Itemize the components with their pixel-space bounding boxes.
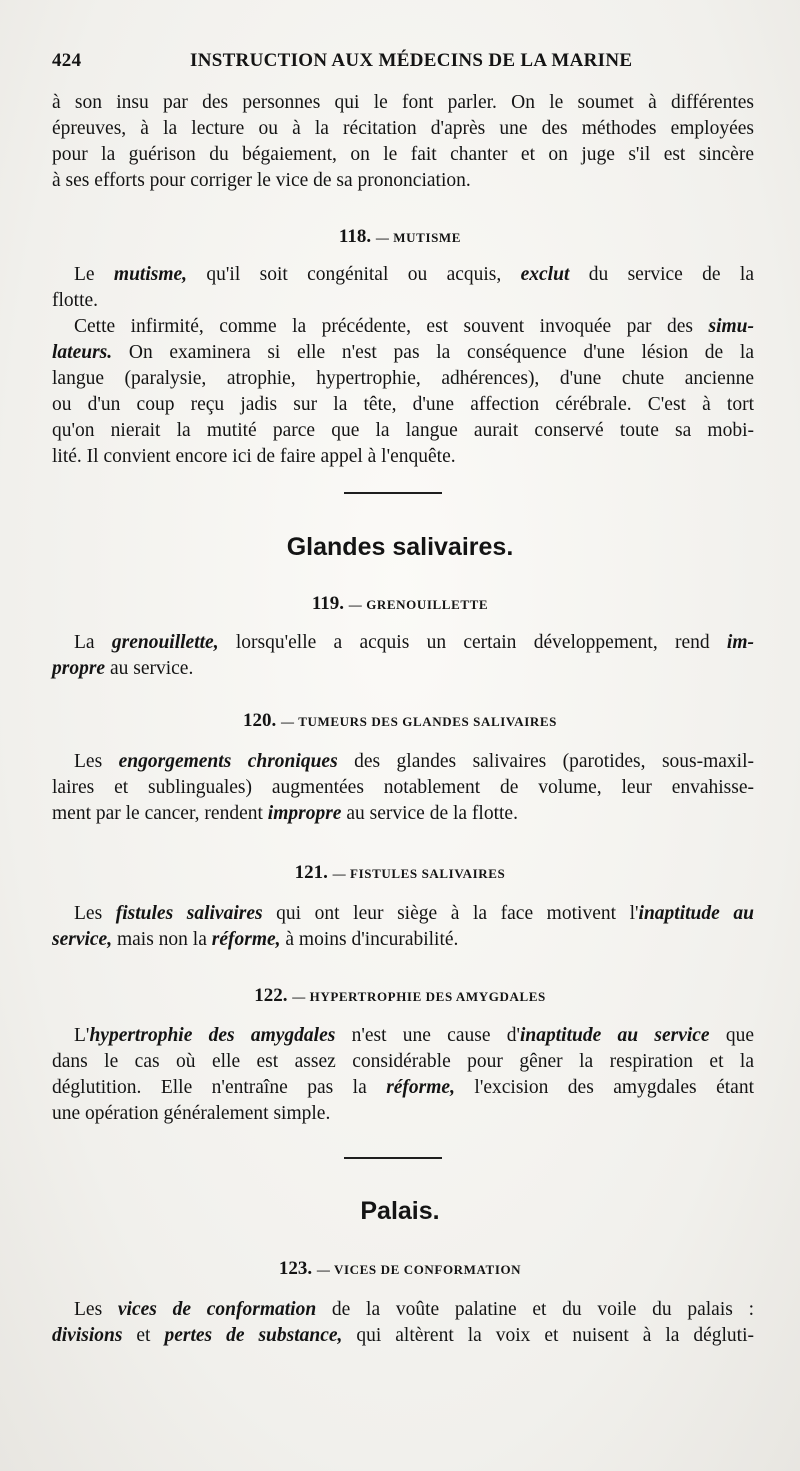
text-line: à son insu par des personnes qui le font parler. On le soumet à différentes — [52, 92, 754, 113]
section-120-heading — [0, 710, 800, 732]
section-119-heading — [0, 593, 800, 615]
text-line: dans le cas où elle est assez considérable pour gêner la respiration et la — [52, 1051, 754, 1072]
text-line: Cette infirmité, comme la précédente, est souvent invoquée par des simu- — [74, 316, 754, 337]
text-line: épreuves, à la lecture ou à la récitation d'après une des méthodes employées — [52, 118, 754, 139]
text-line: propre au service. — [52, 658, 194, 679]
page-number: 424 — [52, 50, 82, 71]
text-line: une opération généralement simple. — [52, 1103, 331, 1124]
intro-paragraph — [52, 90, 754, 194]
section-122-body — [52, 1023, 754, 1127]
text-line: Les engorgements chroniques des glandes salivaires (parotides, sous-maxil- — [74, 751, 755, 772]
section-title: — HYPERTROPHIE DES AMYGDALES — [292, 989, 546, 1004]
text-line: Les fistules salivaires qui ont leur siège à la face motivent l'inaptitude au — [74, 903, 754, 924]
section-title: — VICES DE CONFORMATION — [316, 1262, 522, 1277]
text-line: qu'on nierait la mutité parce que la langue aurait conservé toute sa mobi- — [52, 420, 754, 441]
section-123-body — [52, 1297, 754, 1349]
text-line: à ses efforts pour corriger le vice de sa prononciation. — [52, 170, 471, 191]
divider-rule — [344, 1157, 442, 1159]
section-title: — FISTULES SALIVAIRES — [332, 866, 506, 881]
text-line: déglutition. Elle n'entraîne pas la réforme, l'excision des amygdales étant — [52, 1077, 754, 1098]
text-line: lité. Il convient encore ici de faire appel à l'enquête. — [52, 446, 456, 467]
section-118-heading — [0, 226, 800, 248]
text-line: service, mais non la réforme, à moins d'incurabilité. — [52, 929, 459, 950]
section-title: — GRENOUILLETTE — [348, 597, 489, 612]
section-number: 119. — [311, 593, 345, 614]
section-title: — MUTISME — [375, 230, 462, 245]
chapter-title-palais: Palais. — [360, 1197, 440, 1225]
text-line: La grenouillette, lorsqu'elle a acquis un certain développement, rend im- — [74, 632, 754, 653]
text-line: laires et sublinguales) augmentées notablement de volume, leur envahisse- — [52, 777, 754, 798]
running-title: INSTRUCTION AUX MÉDECINS DE LA MARINE — [190, 50, 633, 71]
text-line: lateurs. On examinera si elle n'est pas la conséquence d'une lésion de la — [52, 342, 754, 363]
section-number: 121. — [294, 862, 328, 883]
section-121-body — [52, 901, 754, 953]
section-123-heading — [0, 1258, 800, 1280]
section-number: 120. — [243, 710, 277, 731]
text-line: flotte. — [52, 290, 99, 311]
section-number: 122. — [254, 985, 288, 1006]
text-line: divisions et pertes de substance, qui altèrent la voix et nuisent à la dégluti- — [52, 1325, 755, 1346]
section-number: 123. — [278, 1258, 313, 1279]
text-line: Les vices de conformation de la voûte palatine et du voile du palais : — [74, 1299, 754, 1320]
section-122-heading — [0, 985, 800, 1007]
text-line: Le mutisme, qu'il soit congénital ou acquis, exclut du service de la — [74, 264, 754, 285]
chapter-title-glandes: Glandes salivaires. — [286, 533, 514, 561]
text-line: ment par le cancer, rendent impropre au service de la flotte. — [52, 803, 518, 824]
text-line: ou d'un coup reçu jadis sur la tête, d'une affection cérébrale. C'est à tort — [52, 394, 754, 415]
text-line: langue (paralysie, atrophie, hypertrophie, adhérences), d'une chute ancienne — [52, 368, 754, 389]
section-119-body — [52, 630, 754, 682]
section-121-heading — [0, 862, 800, 884]
divider-rule — [344, 492, 442, 494]
section-120-body — [52, 749, 754, 827]
running-header — [52, 50, 760, 80]
section-title: — TUMEURS DES GLANDES SALIVAIRES — [281, 714, 557, 729]
text-line: pour la guérison du bégaiement, on le fait chanter et on juge s'il est sincère — [52, 144, 754, 165]
section-118-body — [52, 262, 754, 470]
text-line: L'hypertrophie des amygdales n'est une cause d'inaptitude au service que — [74, 1025, 755, 1046]
section-number: 118. — [338, 226, 372, 247]
